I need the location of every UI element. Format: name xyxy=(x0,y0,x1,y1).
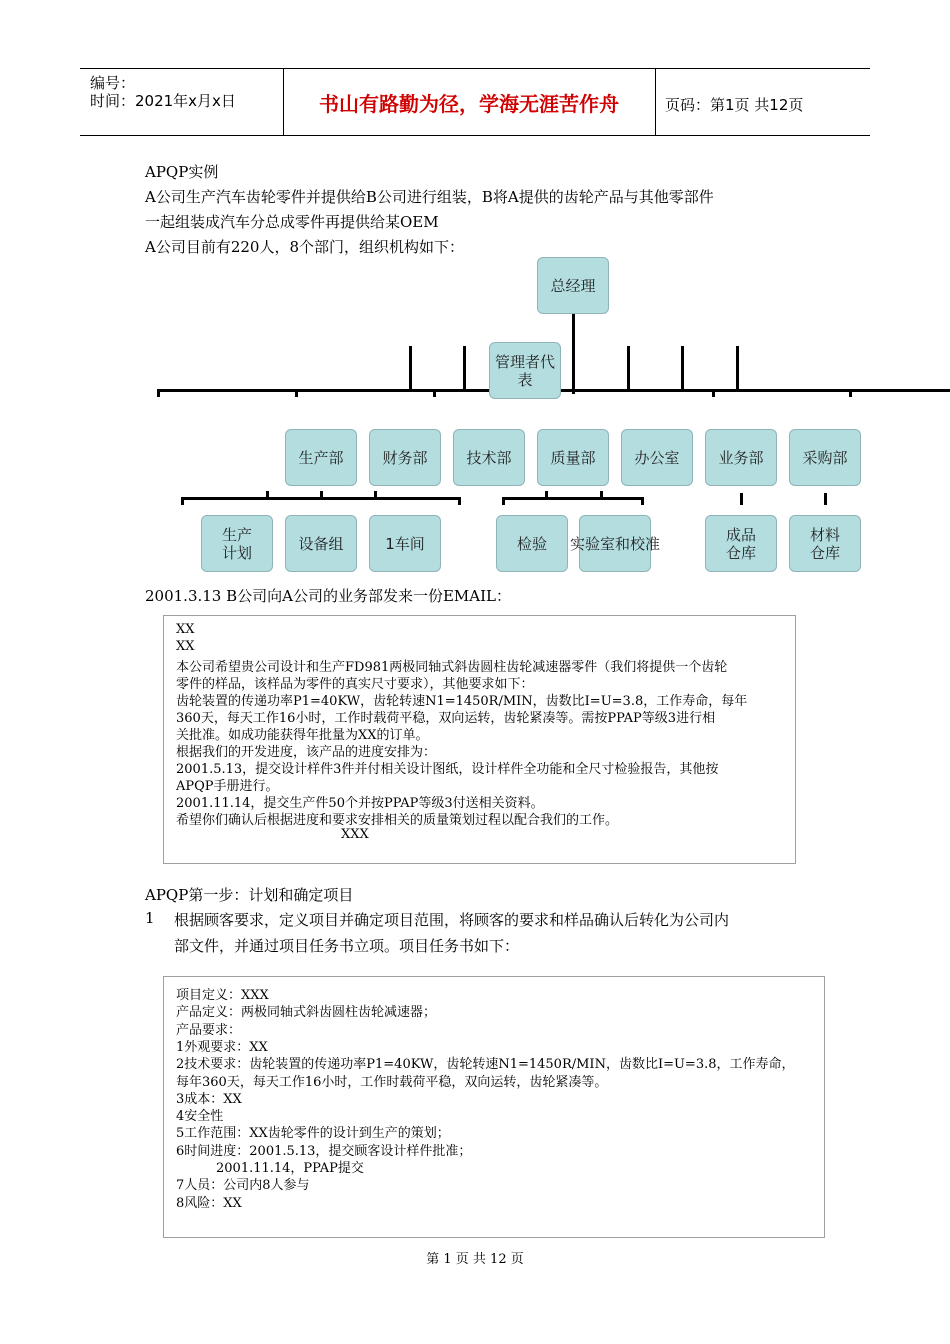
org-node-department: 质量部 xyxy=(537,429,609,486)
task-line: 8风险：XX xyxy=(176,1195,242,1211)
email-line: 齿轮装置的传递功率P1=40KW，齿轮转速N1=1450R/MIN，齿数比I=U=3.8，工作寿命，每年 xyxy=(176,694,748,709)
org-connector xyxy=(600,491,603,500)
org-connector xyxy=(320,491,323,500)
org-connector xyxy=(458,497,461,505)
header-page-label: 页码：第1页 共12页 xyxy=(665,96,804,114)
task-box xyxy=(163,976,825,1238)
email-intro: 2001.3.13 B公司向A公司的业务部发来一份EMAIL： xyxy=(145,587,511,605)
org-node-department: 生产部 xyxy=(285,429,357,486)
step-title: APQP第一步：计划和确定项目 xyxy=(145,886,354,904)
org-node-department: 业务部 xyxy=(705,429,777,486)
header-time-label: 时间：2021年x月x日 xyxy=(90,92,236,110)
task-line: 2技术要求：齿轮装置的传递功率P1=40KW，齿轮转速N1=1450R/MIN，齿数比I=U=3.8，工作寿命， xyxy=(176,1057,795,1073)
org-node-management-rep: 管理者代表 xyxy=(489,342,561,399)
org-node-sub: 1车间 xyxy=(369,515,441,572)
org-connector xyxy=(681,346,684,390)
org-connector xyxy=(295,389,298,397)
intro-line: A公司目前有220人，8个部门，组织机构如下： xyxy=(145,238,465,256)
email-line: XX xyxy=(176,639,195,654)
task-line: 3成本：XX xyxy=(176,1091,242,1107)
page-footer: 第 1 页 共 12 页 xyxy=(426,1252,524,1267)
org-connector xyxy=(463,346,466,390)
task-line: 5工作范围：XX齿轮零件的设计到生产的策划； xyxy=(176,1126,450,1142)
task-line: 每年360天，每天工作16小时，工作时载荷平稳，双向运转，齿轮紧凑等。 xyxy=(176,1074,608,1090)
email-line: 关批准。如成功能获得年批量为XX的订单。 xyxy=(176,728,429,743)
org-connector xyxy=(157,389,160,397)
task-line: 产品要求： xyxy=(176,1022,242,1038)
email-line: 零件的样品，该样品为零件的真实尺寸要求），其他要求如下： xyxy=(176,677,534,692)
org-node-sub: 成品 仓库 xyxy=(705,515,777,572)
org-connector xyxy=(641,497,644,505)
org-node-sub: 检验 xyxy=(496,515,568,572)
org-node-department: 技术部 xyxy=(453,429,525,486)
intro-title: APQP实例 xyxy=(145,163,219,181)
org-node-sub: 材料 仓库 xyxy=(789,515,861,572)
header-number-label: 编号： xyxy=(90,74,136,92)
email-line: XX xyxy=(176,622,195,637)
email-line: 2001.11.14，提交生产件50个并按PPAP等级3付送相关资料。 xyxy=(176,796,544,811)
org-connector xyxy=(712,389,715,397)
org-connector xyxy=(572,314,575,394)
org-node-department: 办公室 xyxy=(621,429,693,486)
org-node-sub: 生产 计划 xyxy=(201,515,273,572)
header-motto: 书山有路勤为径，学海无涯苦作舟 xyxy=(319,91,619,116)
org-connector xyxy=(736,346,739,390)
task-line: 项目定义：XXX xyxy=(176,988,269,1003)
email-box xyxy=(163,615,796,864)
step-line: 根据顾客要求，定义项目并确定项目范围，将顾客的要求和样品确认后转化为公司内 xyxy=(174,911,730,929)
org-connector xyxy=(374,491,377,500)
org-connector xyxy=(849,389,852,397)
org-connector xyxy=(433,389,436,397)
org-connector xyxy=(545,491,548,500)
step-item-number: 1 xyxy=(145,909,155,927)
email-line: 本公司希望贵公司设计和生产FD981两极同轴式斜齿圆柱齿轮减速器零件（我们将提供一个齿轮 xyxy=(176,660,728,675)
org-connector xyxy=(181,497,184,505)
email-line: 根据我们的开发进度，该产品的进度安排为： xyxy=(176,745,437,760)
org-connector xyxy=(502,497,644,500)
intro-line: 一起组装成汽车分总成零件再提供给某OEM xyxy=(145,213,439,231)
org-connector xyxy=(740,493,743,505)
org-node-department: 采购部 xyxy=(789,429,861,486)
email-line: 希望你们确认后根据进度和要求安排相关的质量策划过程以配合我们的工作。 xyxy=(176,813,619,828)
org-node-general-manager: 总经理 xyxy=(537,257,609,314)
email-line: 2001.5.13，提交设计样件3件并付相关设计图纸，设计样件全功能和全尺寸检验报告，其他按 xyxy=(176,762,719,777)
org-connector xyxy=(627,346,630,390)
org-connector xyxy=(409,346,412,390)
org-connector xyxy=(266,491,269,500)
task-line: 产品定义：两极同轴式斜齿圆柱齿轮减速器； xyxy=(176,1005,437,1021)
org-node-department: 财务部 xyxy=(369,429,441,486)
org-connector xyxy=(824,493,827,505)
header-divider xyxy=(655,68,656,136)
task-line: 7人员：公司内8人参与 xyxy=(176,1178,310,1194)
task-line: 1外观要求：XX xyxy=(176,1039,268,1055)
email-line: APQP手册进行。 xyxy=(176,779,279,794)
task-line: 6时间进度：2001.5.13，提交顾客设计样件批准； xyxy=(176,1143,472,1159)
org-connector xyxy=(502,497,505,505)
org-node-sub: 实验室和校准 xyxy=(579,515,651,572)
step-line: 部文件，并通过项目任务书立项。项目任务书如下： xyxy=(174,937,520,955)
task-line: 4安全性 xyxy=(176,1109,224,1125)
intro-line: A公司生产汽车齿轮零件并提供给B公司进行组装，B将A提供的齿轮产品与其他零部件 xyxy=(145,188,714,206)
email-line: 360天，每天工作16小时，工作时载荷平稳，双向运转，齿轮紧凑等。需按PPAP等级3进行相 xyxy=(176,711,716,726)
org-node-sub: 设备组 xyxy=(285,515,357,572)
task-line: 2001.11.14，PPAP提交 xyxy=(216,1161,364,1176)
email-signature: XXX xyxy=(341,827,369,842)
